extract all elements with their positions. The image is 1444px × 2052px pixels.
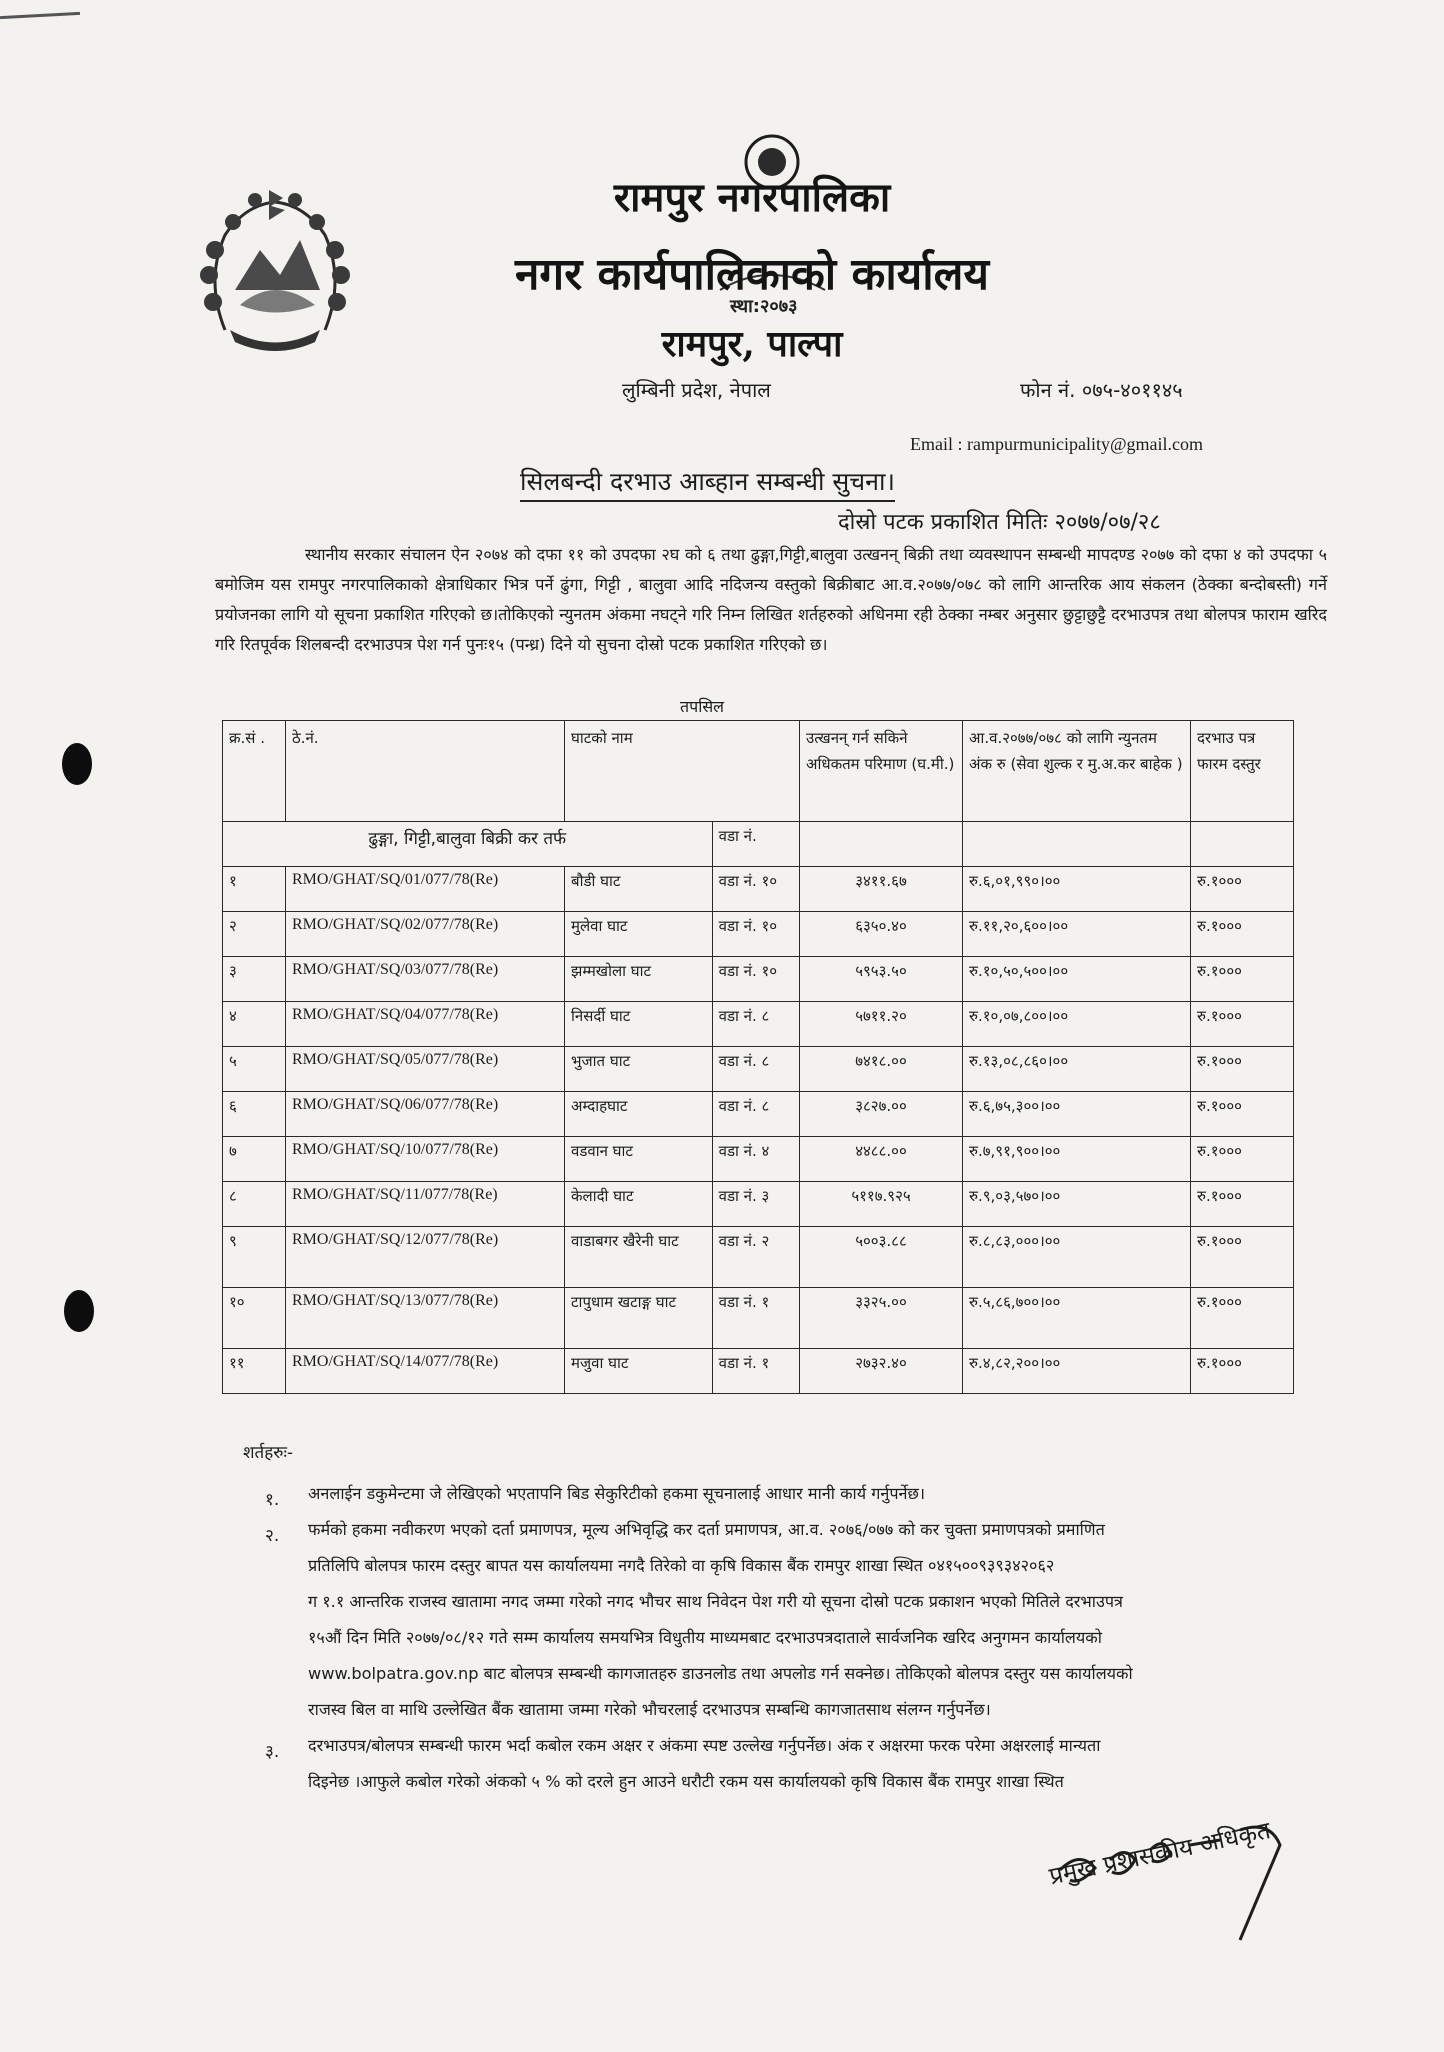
corner-pen-mark <box>0 12 80 19</box>
subheader-empty-3 <box>1191 822 1294 867</box>
phone-number: फोन नं. ०७५-४०११४५ <box>1020 378 1183 402</box>
cell-name: निसर्दी घाट <box>565 1002 713 1047</box>
cell-code: RMO/GHAT/SQ/05/077/78(Re) <box>286 1047 565 1092</box>
cell-volume: ४४८८.०० <box>800 1137 963 1182</box>
province-text: लुम्बिनी प्रदेश, नेपाल <box>622 378 771 402</box>
header-name: घाटको नाम <box>565 721 800 822</box>
cell-volume: ३४११.६७ <box>800 867 963 912</box>
cell-volume: ३३२५.०० <box>800 1288 963 1349</box>
cell-volume: ५००३.८८ <box>800 1227 963 1288</box>
subheader-category <box>223 822 713 867</box>
cell-volume: ३८२७.०० <box>800 1092 963 1137</box>
cell-sn: ५ <box>223 1047 286 1092</box>
office-location: रामपुर, पाल्पा <box>661 323 843 365</box>
cell-min-amount: रु.६,०१,९९०।०० <box>963 867 1191 912</box>
condition-line: प्रतिलिपि बोलपत्र फारम दस्तुर बापत यस कार्यालयमा नगदै तिरेको वा कृषि विकास बैंक रामपुर शाखा स्थित ०४१५००९३९३४२०६२ <box>308 1556 1055 1575</box>
cell-fee: रु.१००० <box>1191 957 1294 1002</box>
cell-code: RMO/GHAT/SQ/04/077/78(Re) <box>286 1002 565 1047</box>
email-address: Email : rampurmunicipality@gmail.com <box>910 434 1204 454</box>
cell-code: RMO/GHAT/SQ/12/077/78(Re) <box>286 1227 565 1288</box>
cell-name: मजुवा घाट <box>565 1349 713 1394</box>
cell-code: RMO/GHAT/SQ/11/077/78(Re) <box>286 1182 565 1227</box>
cell-min-amount: रु.१०,५०,५००।०० <box>963 957 1191 1002</box>
table-subheader-row <box>223 822 1294 867</box>
cell-min-amount: रु.६,७५,३००।०० <box>963 1092 1191 1137</box>
condition-number: १. <box>265 1490 280 1510</box>
notice-body <box>215 540 1327 660</box>
table-row <box>223 1288 1294 1349</box>
cell-volume: ७४१८.०० <box>800 1047 963 1092</box>
condition-line: फर्मको हकमा नवीकरण भएको दर्ता प्रमाणपत्र, मूल्य अभिवृद्धि कर दर्ता प्रमाणपत्र, आ.व. २०७६/०७७ को कर चुक्ता प्रमाणपत्रको प्रमाणित <box>308 1520 1105 1539</box>
table-row <box>223 1137 1294 1182</box>
office-name: नगर कार्यपालिकाको कार्यालय <box>515 249 989 300</box>
cell-code: RMO/GHAT/SQ/14/077/78(Re) <box>286 1349 565 1394</box>
cell-volume: ५११७.९२५ <box>800 1182 963 1227</box>
cell-fee: रु.१००० <box>1191 1182 1294 1227</box>
condition-line: राजस्व बिल वा माथि उल्लेखित बैंक खातामा जम्मा गरेको भौचरलाई दरभाउपत्र सम्बन्धि कागजातसाथ संलग्न गर्नुपर्नेछ। <box>308 1700 991 1719</box>
subheader-ward: वडा नं. <box>712 822 799 867</box>
header-volume: उत्खनन् गर्न सकिने अधिकतम परिमाण (घ.मी.) <box>800 721 963 822</box>
cell-fee: रु.१००० <box>1191 1092 1294 1137</box>
condition-number: ३. <box>265 1742 280 1762</box>
cell-ward: वडा नं. ८ <box>712 1002 799 1047</box>
table-body <box>223 822 1294 1394</box>
cell-ward: वडा नं. ४ <box>712 1137 799 1182</box>
cell-fee: रु.१००० <box>1191 1349 1294 1394</box>
cell-code: RMO/GHAT/SQ/10/077/78(Re) <box>286 1137 565 1182</box>
notice-title: सिलबन्दी दरभाउ आब्हान सम्बन्धी सुचना। <box>520 464 895 502</box>
cell-ward: वडा नं. १ <box>712 1288 799 1349</box>
header-code: ठे.नं. <box>286 721 565 822</box>
table-row <box>223 1182 1294 1227</box>
cell-min-amount: रु.५,८६,७००।०० <box>963 1288 1191 1349</box>
condition-line: अनलाईन डकुमेन्टमा जे लेखिएको भएतापनि बिड सेकुरिटीको हकमा सूचनालाई आधार मानी कार्य गर्नुपर्नेछ। <box>308 1484 926 1503</box>
cell-sn: ३ <box>223 957 286 1002</box>
cell-name: बौडी घाट <box>565 867 713 912</box>
punch-hole-upper <box>62 743 92 785</box>
cell-volume: ५९५३.५० <box>800 957 963 1002</box>
annex-label: तपसिल <box>680 697 725 716</box>
notice-body-text: स्थानीय सरकार संचालन ऐन २०७४ को दफा ११ को उपदफा २घ को ६ तथा ढुङ्गा,गिट्टी,बालुवा उत्खनन् बिक्री तथा व्यवस्थापन सम्बन्धी मापदण्ड २०७७ को दफा ४ को उपदफा ५ बमोजिम यस रामपुर नगरपालिकाको क्षेत्राधिकार भित्र पर्ने ढुंगा, गिट्टी , बालुवा आदि नदिजन्य वस्तुको बिक्रीबाट आ.व.२०७७/०७८ को लागि आन्तरिक आय संकलन (ठेक्का बन्दोबस्ती) गर्ने प्रयोजनका लागि यो सूचना प्रकाशित गरिएको छ।तोकिएको न्युनतम अंकमा नघट्ने गरि निम्न लिखित शर्तहरुको अधिनमा रही ठेक्का नम्बर अनुसार छुट्टाछुट्टै दरभाउपत्र तथा बोलपत्र फाराम खरिद गरि रितपूर्वक शिलबन्दी दरभाउपत्र पेश गर्न पुनः१५ (पन्ध्र) दिने यो सुचना दोस्रो पटक प्रकाशित गरिएको छ। <box>215 545 1327 654</box>
signatory-title: प्रमुख प्रशासकीय अधिकृत <box>1046 1816 1273 1891</box>
cell-min-amount: रु.९,०३,५७०।०० <box>963 1182 1191 1227</box>
cell-name: मुलेवा घाट <box>565 912 713 957</box>
cell-name: झम्मखोला घाट <box>565 957 713 1002</box>
table-row <box>223 867 1294 912</box>
cell-fee: रु.१००० <box>1191 1047 1294 1092</box>
republish-date: दोस्रो पटक प्रकाशित मितिः २०७७/०७/२८ <box>838 510 1161 535</box>
cell-code: RMO/GHAT/SQ/01/077/78(Re) <box>286 867 565 912</box>
cell-code: RMO/GHAT/SQ/03/077/78(Re) <box>286 957 565 1002</box>
table-row <box>223 1047 1294 1092</box>
svg-text:स्था:२०७३: स्था:२०७३ <box>730 296 798 317</box>
cell-sn: ८ <box>223 1182 286 1227</box>
cell-fee: रु.१००० <box>1191 1227 1294 1288</box>
cell-sn: ९ <box>223 1227 286 1288</box>
cell-sn: ४ <box>223 1002 286 1047</box>
subheader-empty-1 <box>800 822 963 867</box>
cell-min-amount: रु.४,८२,२००।०० <box>963 1349 1191 1394</box>
cell-ward: वडा नं. १० <box>712 957 799 1002</box>
conditions-label: शर्तहरुः- <box>243 1443 294 1463</box>
cell-sn: १० <box>223 1288 286 1349</box>
cell-code: RMO/GHAT/SQ/13/077/78(Re) <box>286 1288 565 1349</box>
cell-name: केलादी घाट <box>565 1182 713 1227</box>
cell-min-amount: रु.७,९१,९००।०० <box>963 1137 1191 1182</box>
condition-line: ग १.१ आन्तरिक राजस्व खातामा नगद जम्मा गरेको नगद भौचर साथ निवेदन पेश गरी यो सूचना दोस्रो पटक प्रकाशन भएको मितिले दरभाउपत्र <box>308 1592 1123 1611</box>
condition-line: www.bolpatra.gov.np बाट बोलपत्र सम्बन्धी कागजातहरु डाउनलोड तथा अपलोड गर्न सक्नेछ। तोकिएको बोलपत्र दस्तुर यस कार्यालयको <box>308 1664 1133 1683</box>
table-row <box>223 1002 1294 1047</box>
condition-line: १५औं दिन मिति २०७७/०८/१२ गते सम्म कार्यालय समयभित्र विधुतीय माध्यमबाट दरभाउपत्रदाताले सार्वजनिक खरिद अनुगमन कार्यालयको <box>308 1628 1102 1647</box>
cell-volume: ६३५०.४० <box>800 912 963 957</box>
cell-sn: २ <box>223 912 286 957</box>
condition-line: दरभाउपत्र/बोलपत्र सम्बन्धी फारम भर्दा कबोल रकम अक्षर र अंकमा स्पष्ट उल्लेख गर्नुपर्नेछ। अंक र अक्षरमा फरक परेमा अक्षरलाई मान्यता <box>308 1736 1101 1755</box>
cell-sn: ११ <box>223 1349 286 1394</box>
cell-ward: वडा नं. २ <box>712 1227 799 1288</box>
cell-ward: वडा नं. ८ <box>712 1092 799 1137</box>
subheader-empty-2 <box>963 822 1191 867</box>
cell-volume: २७३२.४० <box>800 1349 963 1394</box>
cell-name: वाडाबगर खैरेनी घाट <box>565 1227 713 1288</box>
cell-sn: ६ <box>223 1092 286 1137</box>
subheader-category-text: ढुङ्गा, गिट्टी,बालुवा बिक्री कर तर्फ <box>368 829 567 849</box>
condition-line: दिइनेछ ।आफुले कबोल गरेको अंकको ५ % को दरले हुन आउने धरौटी रकम यस कार्यालयको कृषि विकास बैंक रामपुर शाखा स्थित <box>308 1772 1064 1791</box>
cell-fee: रु.१००० <box>1191 1002 1294 1047</box>
cell-min-amount: रु.१०,०७,८००।०० <box>963 1002 1191 1047</box>
table-row <box>223 957 1294 1002</box>
cell-min-amount: रु.११,२०,६००।०० <box>963 912 1191 957</box>
cell-fee: रु.१००० <box>1191 912 1294 957</box>
cell-ward: वडा नं. ८ <box>712 1047 799 1092</box>
cell-volume: ५७११.२० <box>800 1002 963 1047</box>
header-min-amount: आ.व.२०७७/०७८ को लागि न्युनतम अंक रु (सेवा शुल्क र मु.अ.कर बाहेक ) <box>963 721 1191 822</box>
cell-fee: रु.१००० <box>1191 867 1294 912</box>
cell-code: RMO/GHAT/SQ/06/077/78(Re) <box>286 1092 565 1137</box>
header-fee: दरभाउ पत्र फारम दस्तुर <box>1191 721 1294 822</box>
table-row <box>223 1349 1294 1394</box>
punch-hole-lower <box>64 1290 94 1332</box>
cell-fee: रु.१००० <box>1191 1137 1294 1182</box>
municipality-name: रामपुर नगरपालिका <box>613 174 891 221</box>
cell-min-amount: रु.१३,०८,८६०।०० <box>963 1047 1191 1092</box>
table-row <box>223 912 1294 957</box>
table-header-row <box>223 721 1294 822</box>
cell-ward: वडा नं. १ <box>712 1349 799 1394</box>
cell-code: RMO/GHAT/SQ/02/077/78(Re) <box>286 912 565 957</box>
cell-sn: ७ <box>223 1137 286 1182</box>
table-row <box>223 1227 1294 1288</box>
cell-ward: वडा नं. १० <box>712 912 799 957</box>
cell-name: टापुधाम खटाङ्ग घाट <box>565 1288 713 1349</box>
header-sn: क्र.सं . <box>223 721 286 822</box>
cell-fee: रु.१००० <box>1191 1288 1294 1349</box>
cell-name: वडवान घाट <box>565 1137 713 1182</box>
cell-ward: वडा नं. ३ <box>712 1182 799 1227</box>
cell-name: भुजात घाट <box>565 1047 713 1092</box>
bid-table <box>222 720 1294 1394</box>
cell-name: अम्दाहघाट <box>565 1092 713 1137</box>
cell-ward: वडा नं. १० <box>712 867 799 912</box>
cell-min-amount: रु.८,८३,०००।०० <box>963 1227 1191 1288</box>
cell-sn: १ <box>223 867 286 912</box>
condition-number: २. <box>265 1526 280 1546</box>
table-row <box>223 1092 1294 1137</box>
signature-scrawl: २०८ <box>1140 1910 1142 1911</box>
